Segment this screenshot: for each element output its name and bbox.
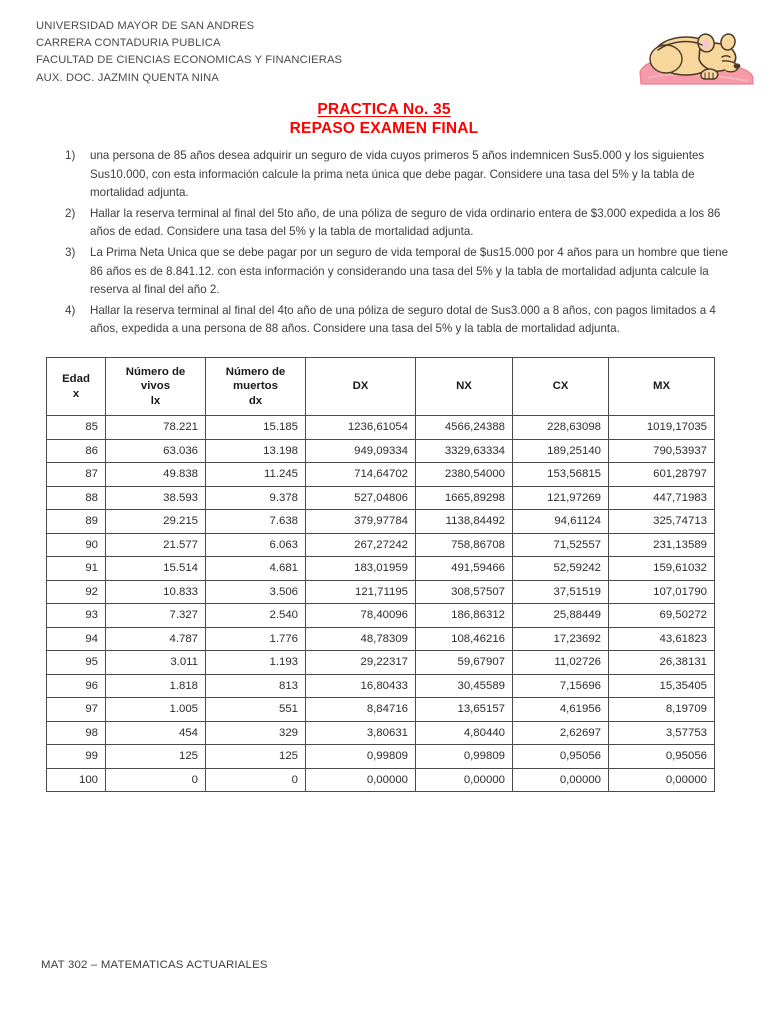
table-row: [47, 416, 715, 440]
column-header-dx: DX: [306, 358, 416, 416]
cell-cx: 228,63098: [513, 416, 609, 440]
cell-cx: 94,61124: [513, 510, 609, 534]
cell-cx: 0,95056: [513, 745, 609, 769]
header-line-instructor: AUX. DOC. JAZMIN QUENTA NINA: [36, 71, 220, 84]
cell-vivos: 15.514: [106, 557, 206, 581]
mortality-table: [46, 357, 715, 792]
cell-vivos: 63.036: [106, 439, 206, 463]
cell-dx: 3,80631: [306, 721, 416, 745]
table-row: [47, 698, 715, 722]
cell-cx: 52,59242: [513, 557, 609, 581]
cell-edad: 88: [47, 486, 106, 510]
cell-dx: 379,97784: [306, 510, 416, 534]
column-header-mx: MX: [609, 358, 715, 416]
cell-mx: 69,50272: [609, 604, 715, 628]
cell-muertos: 125: [206, 745, 306, 769]
cell-cx: 25,88449: [513, 604, 609, 628]
cell-dx: 267,27242: [306, 533, 416, 557]
header-line-university: UNIVERSIDAD MAYOR DE SAN ANDRES: [36, 20, 255, 32]
problem-marker-2: 2): [65, 206, 76, 220]
cell-mx: 8,19709: [609, 698, 715, 722]
cell-edad: 93: [47, 604, 106, 628]
cell-muertos: 813: [206, 674, 306, 698]
cell-nx: 108,46216: [416, 627, 513, 651]
cell-edad: 87: [47, 463, 106, 487]
cell-edad: 89: [47, 510, 106, 534]
cell-muertos: 2.540: [206, 604, 306, 628]
cell-nx: 0,00000: [416, 768, 513, 792]
table-row: [47, 439, 715, 463]
table-row: [47, 533, 715, 557]
cell-vivos: 1.818: [106, 674, 206, 698]
cell-muertos: 3.506: [206, 580, 306, 604]
cell-mx: 107,01790: [609, 580, 715, 604]
cell-nx: 186,86312: [416, 604, 513, 628]
cell-edad: 86: [47, 439, 106, 463]
cell-edad: 98: [47, 721, 106, 745]
mortality-table-head: [47, 358, 715, 416]
bear-haunch: [650, 45, 682, 73]
table-row: [47, 627, 715, 651]
cell-nx: 1665,89298: [416, 486, 513, 510]
cell-nx: 4566,24388: [416, 416, 513, 440]
cell-mx: 0,00000: [609, 768, 715, 792]
cell-edad: 92: [47, 580, 106, 604]
cell-nx: 3329,63334: [416, 439, 513, 463]
practice-title-block: [0, 100, 768, 138]
cell-cx: 121,97269: [513, 486, 609, 510]
bear-nose: [734, 63, 741, 68]
column-header-nx: NX: [416, 358, 513, 416]
cell-dx: 121,71195: [306, 580, 416, 604]
cell-vivos: 454: [106, 721, 206, 745]
cell-edad: 90: [47, 533, 106, 557]
table-row: [47, 557, 715, 581]
cell-mx: 43,61823: [609, 627, 715, 651]
cell-muertos: 1.776: [206, 627, 306, 651]
mortality-table-body: [47, 416, 715, 792]
column-header-muertos: Número de muertos dx: [206, 358, 306, 416]
cell-cx: 0,00000: [513, 768, 609, 792]
cell-dx: 183,01959: [306, 557, 416, 581]
cell-nx: 13,65157: [416, 698, 513, 722]
column-header-cx: CX: [513, 358, 609, 416]
cell-mx: 790,53937: [609, 439, 715, 463]
problem-marker-4: 4): [65, 303, 76, 317]
problem-item-3: [62, 244, 740, 300]
cell-vivos: 125: [106, 745, 206, 769]
cell-muertos: 551: [206, 698, 306, 722]
cell-mx: 1019,17035: [609, 416, 715, 440]
problem-item-1: [62, 147, 740, 203]
cell-edad: 97: [47, 698, 106, 722]
cell-dx: 1236,61054: [306, 416, 416, 440]
table-row: [47, 510, 715, 534]
cell-nx: 4,80440: [416, 721, 513, 745]
table-row: [47, 580, 715, 604]
column-header-edad: Edad x: [47, 358, 106, 416]
cell-vivos: 21.577: [106, 533, 206, 557]
cell-edad: 96: [47, 674, 106, 698]
cell-mx: 159,61032: [609, 557, 715, 581]
cell-dx: 714,64702: [306, 463, 416, 487]
cell-cx: 7,15696: [513, 674, 609, 698]
cell-dx: 78,40096: [306, 604, 416, 628]
problem-text-1: una persona de 85 años desea adquirir un seguro de vida cuyos primeros 5 años indemnicen Sus5.000 y los siguientes Sus10.000, con esta información calcule la prima neta única que debe pagar. Considere una tasa del 5% y la tabla de mortalidad adjunta.: [90, 149, 705, 200]
cell-nx: 491,59466: [416, 557, 513, 581]
cell-cx: 17,23692: [513, 627, 609, 651]
header-line-career: CARRERA CONTADURIA PUBLICA: [36, 37, 221, 50]
cell-edad: 91: [47, 557, 106, 581]
cell-nx: 1138,84492: [416, 510, 513, 534]
cell-cx: 4,61956: [513, 698, 609, 722]
cell-nx: 758,86708: [416, 533, 513, 557]
table-header-row: [47, 358, 715, 416]
cell-dx: 29,22317: [306, 651, 416, 675]
page-title: PRACTICA No. 35: [317, 101, 451, 118]
cell-mx: 231,13589: [609, 533, 715, 557]
cell-vivos: 4.787: [106, 627, 206, 651]
cell-dx: 16,80433: [306, 674, 416, 698]
cell-edad: 85: [47, 416, 106, 440]
cell-edad: 99: [47, 745, 106, 769]
cell-muertos: 15.185: [206, 416, 306, 440]
problem-item-4: [62, 302, 740, 339]
cell-mx: 3,57753: [609, 721, 715, 745]
page-footer: MAT 302 – MATEMATICAS ACTUARIALES: [41, 959, 268, 971]
cell-muertos: 9.378: [206, 486, 306, 510]
table-row: [47, 463, 715, 487]
cell-vivos: 38.593: [106, 486, 206, 510]
cell-cx: 11,02726: [513, 651, 609, 675]
table-row: [47, 604, 715, 628]
cell-edad: 100: [47, 768, 106, 792]
cell-vivos: 78.221: [106, 416, 206, 440]
cell-vivos: 10.833: [106, 580, 206, 604]
cell-nx: 30,45589: [416, 674, 513, 698]
cell-muertos: 4.681: [206, 557, 306, 581]
cell-dx: 8,84716: [306, 698, 416, 722]
cell-muertos: 13.198: [206, 439, 306, 463]
cell-dx: 949,09334: [306, 439, 416, 463]
cell-nx: 0,99809: [416, 745, 513, 769]
table-row: [47, 721, 715, 745]
cell-muertos: 0: [206, 768, 306, 792]
cell-vivos: 7.327: [106, 604, 206, 628]
column-header-vivos: Número de vivos lx: [106, 358, 206, 416]
problem-marker-1: 1): [65, 149, 76, 162]
cell-mx: 26,38131: [609, 651, 715, 675]
cell-vivos: 29.215: [106, 510, 206, 534]
cell-vivos: 3.011: [106, 651, 206, 675]
cell-dx: 0,00000: [306, 768, 416, 792]
cell-nx: 308,57507: [416, 580, 513, 604]
cell-cx: 153,56815: [513, 463, 609, 487]
cell-cx: 37,51519: [513, 580, 609, 604]
problem-text-3: La Prima Neta Unica que se debe pagar por un seguro de vida temporal de $us15.000 por 4 años para un hombre que tiene 86 años es de 8.841.12. con esta información y considerando una tasa del 5% y la tabla de mortalidad adjunta calcule la reserva al final del año 2.: [90, 245, 729, 297]
cell-cx: 71,52557: [513, 533, 609, 557]
cell-nx: 2380,54000: [416, 463, 513, 487]
cell-edad: 94: [47, 627, 106, 651]
cell-vivos: 1.005: [106, 698, 206, 722]
problem-marker-3: 3): [65, 245, 76, 259]
cell-nx: 59,67907: [416, 651, 513, 675]
cell-vivos: 0: [106, 768, 206, 792]
cell-mx: 0,95056: [609, 745, 715, 769]
cell-muertos: 7.638: [206, 510, 306, 534]
table-row: [47, 651, 715, 675]
cell-dx: 527,04806: [306, 486, 416, 510]
header-line-faculty: FACULTAD DE CIENCIAS ECONOMICAS Y FINANCIERAS: [36, 54, 343, 67]
table-row: [47, 768, 715, 792]
cell-edad: 95: [47, 651, 106, 675]
institution-header: [36, 18, 596, 87]
problem-list: [62, 147, 740, 341]
table-row: [47, 674, 715, 698]
cell-muertos: 1.193: [206, 651, 306, 675]
cell-mx: 601,28797: [609, 463, 715, 487]
bear-on-cushion-illustration: [634, 16, 758, 90]
cell-muertos: 6.063: [206, 533, 306, 557]
cell-mx: 325,74713: [609, 510, 715, 534]
cell-dx: 0,99809: [306, 745, 416, 769]
cell-muertos: 11.245: [206, 463, 306, 487]
table-row: [47, 486, 715, 510]
cell-mx: 447,71983: [609, 486, 715, 510]
problem-text-4: Hallar la reserva terminal al final del 4to año de una póliza de seguro dotal de Sus3.000 a 8 años, con pagos limitados a 4 años, expedida a una persona de 88 años. Considere una tasa del 5% y la tabla de mortalidad adjunta.: [90, 303, 716, 336]
cell-vivos: 49.838: [106, 463, 206, 487]
cell-mx: 15,35405: [609, 674, 715, 698]
page-subtitle: REPASO EXAMEN FINAL: [289, 120, 479, 137]
problem-item-2: [62, 205, 740, 242]
cell-cx: 189,25140: [513, 439, 609, 463]
cell-dx: 48,78309: [306, 627, 416, 651]
problem-text-2: Hallar la reserva terminal al final del 5to año, de una póliza de seguro de vida ordinario entera de $3.000 expedida a los 86 años de edad. Considere una tasa del 5% y la tabla de mortalidad adjunta.: [90, 206, 721, 239]
table-row: [47, 745, 715, 769]
cell-cx: 2,62697: [513, 721, 609, 745]
cell-muertos: 329: [206, 721, 306, 745]
